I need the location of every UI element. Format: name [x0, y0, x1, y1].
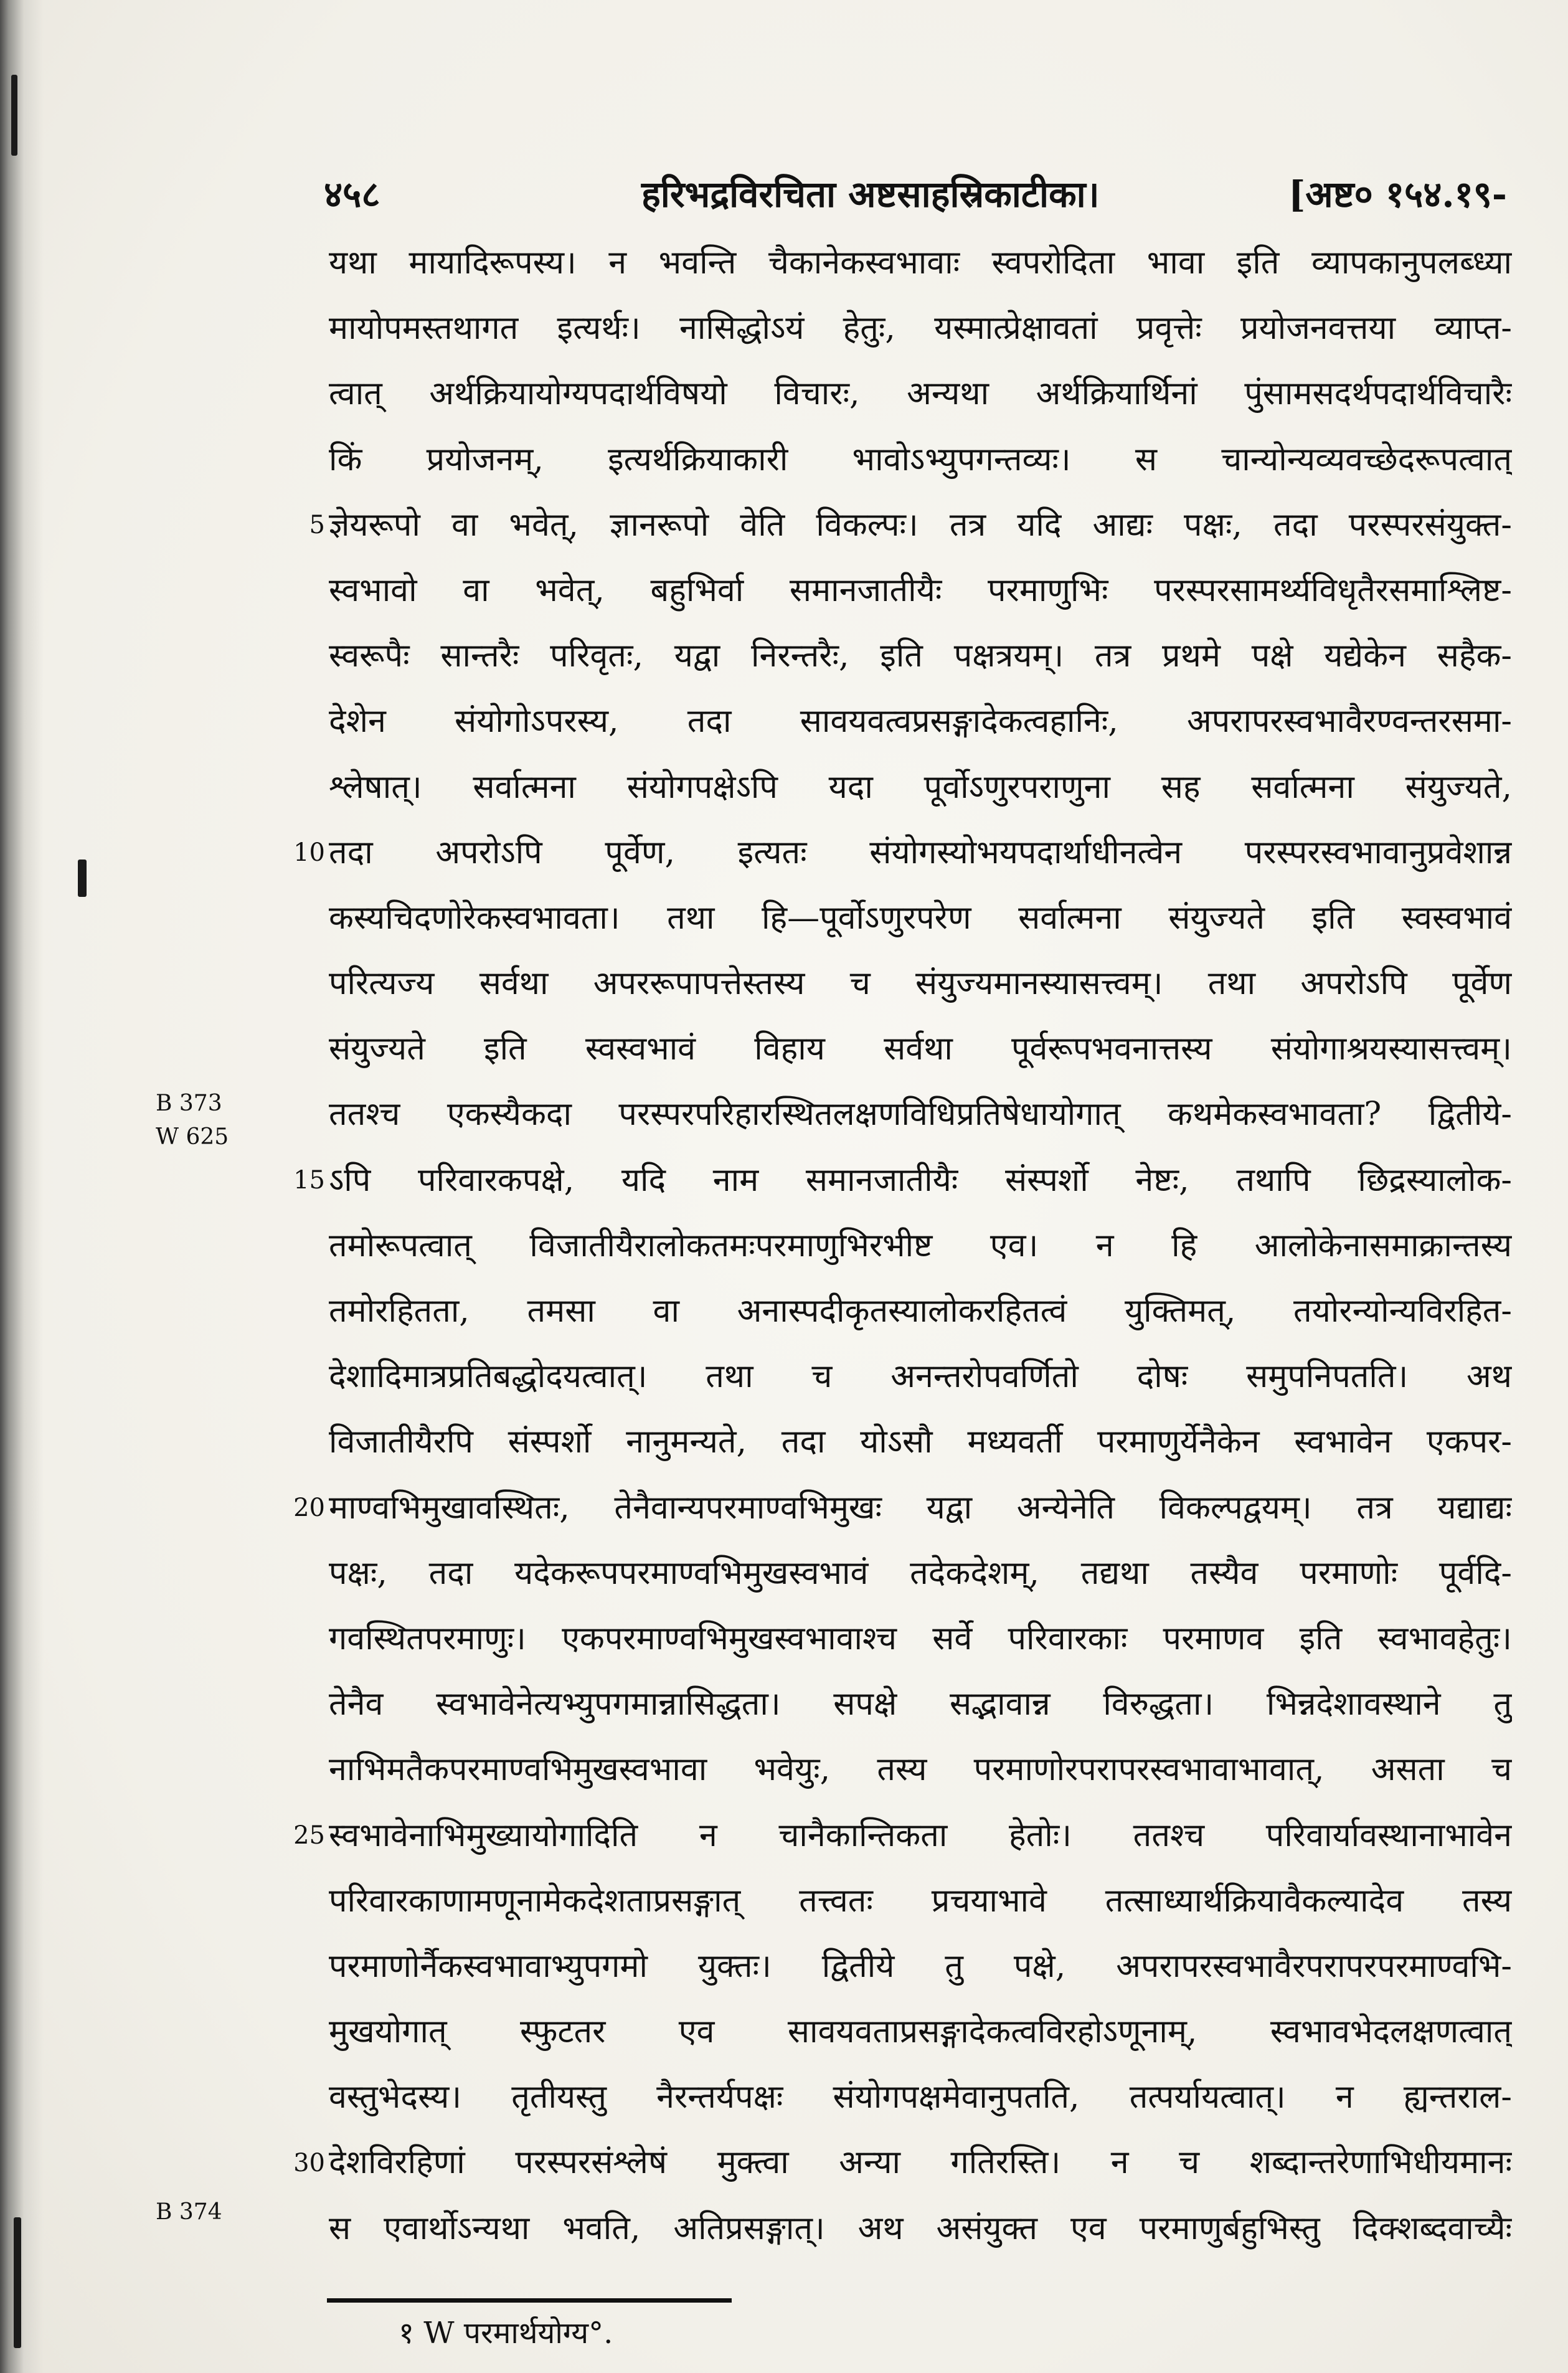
margin-note-w625: W 625	[156, 1124, 229, 1150]
line-number: 20	[293, 1494, 325, 1522]
text-line: संयुज्यते इति स्वस्वभावं विहाय सर्वथा पूर्वरूपभवनात्तस्य संयोगाश्रयस्यासत्त्वम्।	[329, 1030, 1512, 1068]
text-line: वस्तुभेदस्य। तृतीयस्तु नैरन्तर्यपक्षः संयोगपक्षमेवानुपतति, तत्पर्यायत्वात्। न ह्यन्तराल-	[329, 2078, 1512, 2116]
main-text	[329, 232, 1512, 2263]
text-line: माण्वभिमुखावस्थितः, तेनैवान्यपरमाण्वभिमुखः यद्वा अन्येनेति विकल्पद्वयम्। तत्र यद्याद्यः	[329, 1489, 1512, 1527]
text-line: परमाणोर्नैकस्वभावाभ्युपगमो युक्तः। द्वितीये तु पक्षे, अपरापरस्वभावैरपरापरपरमाण्वभि-	[329, 1947, 1512, 1985]
section-reference: [अष्ट० १५४.१९-	[1288, 173, 1507, 216]
text-line: तेनैव स्वभावेनेत्यभ्युपगमान्नासिद्धता। सपक्षे सद्भावान्न विरुद्धता। भिन्नदेशावस्थाने तु	[329, 1685, 1512, 1723]
text-line: तदा अपरोऽपि पूर्वेण, इत्यतः संयोगस्योभयपदार्थाधीनत्वेन परस्परस्वभावानुप्रवेशान्न	[329, 833, 1512, 871]
text-line: देशादिमात्रप्रतिबद्धोदयत्वात्। तथा च अनन्तरोपवर्णितो दोषः समुपनिपतति। अथ	[329, 1358, 1512, 1396]
running-title: हरिभद्रविरचिता अष्टसाहस्रिकाटीका।	[641, 173, 1100, 216]
scan-speckle	[14, 2217, 21, 2348]
text-line: गवस्थितपरमाणुः। एकपरमाण्वभिमुखस्वभावाश्च सर्वे परिवारकाः परमाणव इति स्वभावहेतुः।	[329, 1619, 1512, 1657]
text-line: परिवारकाणामणूनामेकदेशताप्रसङ्गात् तत्त्वतः प्रचयाभावे तत्साध्यार्थक्रियावैकल्यादेव तस्य	[329, 1882, 1512, 1920]
text-line: ततश्च एकस्यैकदा परस्परपरिहारस्थितलक्षणविधिप्रतिषेधायोगात् कथमेकस्वभावता? द्वितीये-	[329, 1096, 1512, 1134]
line-number: 10	[293, 838, 325, 867]
text-line: ऽपि परिवारकपक्षे, यदि नाम समानजातीयैः संस्पर्शो नेष्टः, तथापि छिद्रस्यालोक-	[329, 1161, 1512, 1199]
text-line: परित्यज्य सर्वथा अपररूपापत्तेस्तस्य च संयुज्यमानस्यासत्त्वम्। तथा अपरोऽपि पूर्वेण	[329, 965, 1512, 1003]
text-line: श्लेषात्। सर्वात्मना संयोगपक्षेऽपि यदा पूर्वोऽणुरपराणुना सह सर्वात्मना संयुज्यते,	[329, 768, 1512, 806]
text-line: स्वभावेनाभिमुख्यायोगादिति न चानैकान्तिकता हेतोः। ततश्च परिवार्यावस्थानाभावेन	[329, 1816, 1512, 1854]
line-number: 30	[293, 2149, 325, 2177]
text-line: मुखयोगात् स्फुटतर एव सावयवताप्रसङ्गादेकत्वविरहोऽणूनाम्, स्वभावभेदलक्षणत्वात्	[329, 2013, 1512, 2051]
text-line: विजातीयैरपि संस्पर्शो नानुमन्यते, तदा योऽसौ मध्यवर्ती परमाणुर्येनैकेन स्वभावेन एकपर-	[329, 1423, 1512, 1461]
text-line: देशविरहिणां परस्परसंश्लेषं मुक्त्वा अन्या गतिरस्ति। न च शब्दान्तरेणाभिधीयमानः	[329, 2144, 1512, 2182]
page-header	[324, 168, 1507, 218]
scan-speckle	[78, 860, 87, 897]
scan-shadow-edge	[0, 0, 44, 2373]
line-number: 15	[293, 1166, 325, 1195]
footnote-divider	[327, 2298, 732, 2303]
scan-speckle	[11, 75, 17, 156]
text-line: स्वभावो वा भवेत्, बहुभिर्वा समानजातीयैः परमाणुभिः परस्परसामर्थ्यविधृतैरसमाश्लिष्ट-	[329, 571, 1512, 609]
text-line: देशेन संयोगोऽपरस्य, तदा सावयवत्वप्रसङ्गादेकत्वहानिः, अपरापरस्वभावैरण्वन्तरसमा-	[329, 703, 1512, 741]
text-line: त्वात् अर्थक्रियायोग्यपदार्थविषयो विचारः, अन्यथा अर्थक्रियार्थिनां पुंसामसदर्थपदार्थविचारैः	[329, 375, 1512, 413]
text-line: ज्ञेयरूपो वा भवेत्, ज्ञानरूपो वेति विकल्पः। तत्र यदि आद्यः पक्षः, तदा परस्परसंयुक्त-	[329, 506, 1512, 544]
page-number: ४५८	[324, 173, 380, 216]
text-line: स एवार्थोऽन्यथा भवति, अतिप्रसङ्गात्। अथ असंयुक्त एव परमाणुर्बहुभिस्तु दिक्शब्दवाच्यैः	[329, 2209, 1512, 2247]
text-line: तमोरूपत्वात् विजातीयैरालोकतमःपरमाणुभिरभीष्ट एव। न हि आलोकेनासमाक्रान्तस्य	[329, 1226, 1512, 1264]
text-line: नाभिमतैकपरमाण्वभिमुखस्वभावा भवेयुः, तस्य परमाणोरपरापरस्वभावाभावात्, असता च	[329, 1751, 1512, 1789]
text-line: यथा मायादिरूपस्य। न भवन्ति चैकानेकस्वभावाः स्वपरोदिता भावा इति व्यापकानुपलब्ध्या	[329, 244, 1512, 282]
text-line: तमोरहितता, तमसा वा अनास्पदीकृतस्यालोकरहितत्वं युक्तिमत्, तयोरन्योन्यविरहित-	[329, 1292, 1512, 1330]
text-line: मायोपमस्तथागत इत्यर्थः। नासिद्धोऽयं हेतुः, यस्मात्प्रेक्षावतां प्रवृत्तेः प्रयोजनवत्तया व्याप्त-	[329, 310, 1512, 348]
margin-note-b374: B 374	[156, 2199, 222, 2225]
text-line: कस्यचिदणोरेकस्वभावता। तथा हि—पूर्वोऽणुरपरेण सर्वात्मना संयुज्यते इति स्वस्वभावं	[329, 899, 1512, 937]
text-line: पक्षः, तदा यदेकरूपपरमाण्वभिमुखस्वभावं तदेकदेशम्, तद्यथा तस्यैव परमाणोः पूर्वदि-	[329, 1554, 1512, 1592]
margin-note-b373: B 373	[156, 1091, 222, 1116]
text-line: किं प्रयोजनम्, इत्यर्थक्रियाकारी भावोऽभ्युपगन्तव्यः। स चान्योन्यव्यवच्छेदरूपत्वात्	[329, 440, 1512, 478]
line-number: 25	[293, 1821, 325, 1850]
footnote: १ W परमार्थयोग्य°.	[399, 2316, 613, 2351]
text-line: स्वरूपैः सान्तरैः परिवृतः, यद्वा निरन्तरैः, इति पक्षत्रयम्। तत्र प्रथमे पक्षे यद्येकेन सहैक-	[329, 637, 1512, 675]
line-number: 5	[309, 511, 325, 539]
